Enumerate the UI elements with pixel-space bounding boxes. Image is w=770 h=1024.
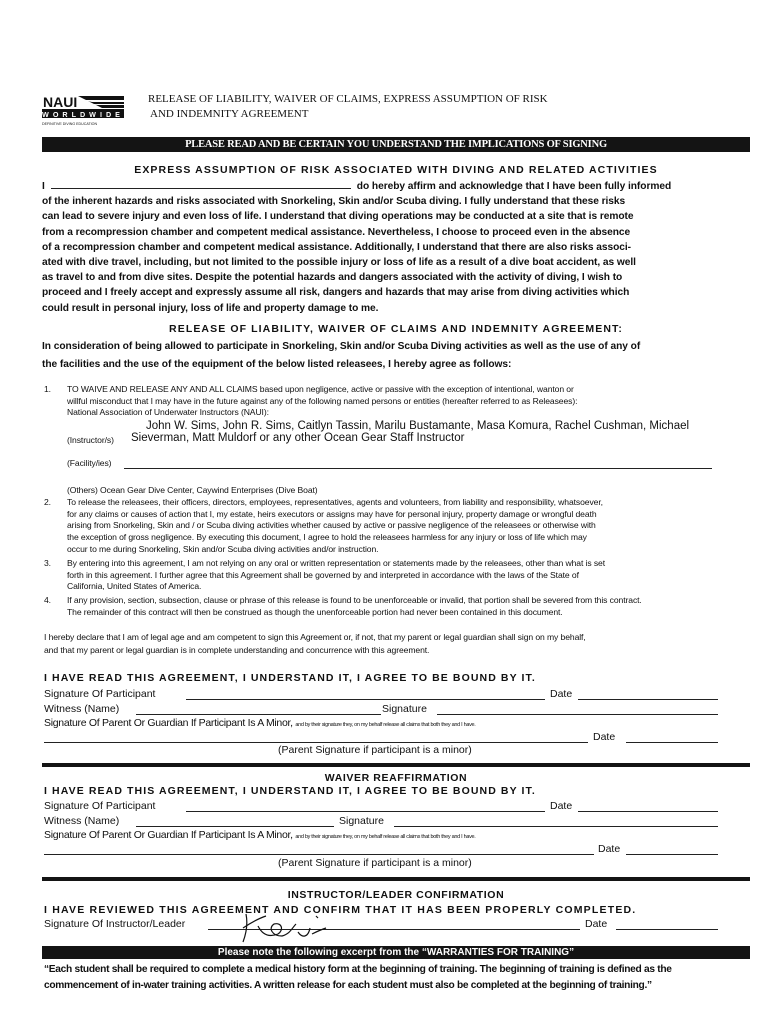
risk-line: could result in personal injury, loss of life and property damage to me. <box>42 302 379 314</box>
reaffirm-participant-label: Signature Of Participant <box>44 800 156 812</box>
clause-4-line: If any provision, section, subsection, clause or phrase of this release is found to be unenforceable or invalid, that portion shall be severed from this contract. <box>67 595 642 605</box>
agreement-heading-2: I HAVE READ THIS AGREEMENT, I UNDERSTAND IT, I AGREE TO BE BOUND BY IT. <box>44 785 536 797</box>
reaffirm-signature-field[interactable] <box>394 815 718 827</box>
release-line-2: the facilities and the use of the equipment of the below listed releasees, I hereby agree as follows: <box>42 358 512 370</box>
legal-age-declaration <box>44 631 756 656</box>
reaffirm-witness-field[interactable] <box>136 815 334 827</box>
parent-signature-label <box>44 717 476 729</box>
facility-field[interactable] <box>124 457 712 469</box>
warranties-line-1: “Each student shall be required to complete a medical history form at the beginning of training. The beginning of training is defined as the <box>44 964 672 975</box>
instructors-line-2: Sieverman, Matt Muldorf or any other Ocean Gear Staff Instructor <box>131 432 465 444</box>
participant-signature-field[interactable] <box>186 688 545 700</box>
parent-label-text: Signature Of Parent Or Guardian If Participant Is A Minor, <box>44 717 293 729</box>
instructor-title: INSTRUCTOR/LEADER CONFIRMATION <box>287 889 505 901</box>
parent-date-field[interactable] <box>626 731 718 743</box>
parent-release-note: and by their signature they, on my behalf release all claims that both they and I have. <box>295 722 476 728</box>
clause-4-number: 4. <box>44 595 51 605</box>
agreement-heading-1: I HAVE READ THIS AGREEMENT, I UNDERSTAND IT, I AGREE TO BE BOUND BY IT. <box>44 672 536 684</box>
reaffirm-parent-date-field[interactable] <box>626 843 718 855</box>
clause-2-number: 2. <box>44 497 51 507</box>
instructor-date-field[interactable] <box>616 918 718 930</box>
reaffirmation-title: WAIVER REAFFIRMATION <box>324 772 468 784</box>
instructor-heading: I HAVE REVIEWED THIS AGREEMENT AND CONFIRM THAT IT HAS BEEN PROPERLY COMPLETED. <box>44 904 637 916</box>
warranties-excerpt <box>44 962 758 994</box>
declaration-line-2: and that my parent or legal guardian is in complete understanding and concurrence with this agreement. <box>44 644 430 655</box>
logo-sub: WORLDWIDE <box>42 110 124 119</box>
reaffirm-parent-field[interactable] <box>44 843 594 855</box>
clause-1-line: National Association of Underwater Instructors (NAUI): <box>67 407 269 418</box>
warranties-line-2: commencement of in-water training activities. A written release for each student must also be completed at the beginning of training.” <box>44 980 652 991</box>
reaffirm-witness-label: Witness (Name) <box>44 815 120 827</box>
release-line-1: In consideration of being allowed to participate in Snorkeling, Skin and/or Scuba Diving activities as well as the use of any of <box>42 341 641 352</box>
logo-tagline: DEFINITIVE DIVING EDUCATION <box>42 122 98 126</box>
instructors-label: (Instructor/s) <box>67 435 114 445</box>
instructors-line-1: John W. Sims, John R. Sims, Caitlyn Tassin, Marilu Bustamante, Masa Komura, Rachel Cushman, Michael <box>146 420 690 432</box>
parent-date-label: Date <box>593 731 616 743</box>
logo-brand: NAUI <box>43 94 78 110</box>
clause-1-number: 1. <box>44 384 51 394</box>
participant-signature-label: Signature Of Participant <box>44 688 156 700</box>
reaffirm-parent-date-label: Date <box>598 843 621 855</box>
clause-3-number: 3. <box>44 558 51 568</box>
reaffirm-parent-text: Signature Of Parent Or Guardian If Participant Is A Minor, <box>44 829 293 841</box>
clause-3-line: forth in this agreement. I further agree that this Agreement shall be governed by and interpreted in accordance with the laws of the State of <box>67 569 579 580</box>
risk-line: proceed and I freely accept and expressly assume all risk, dangers and hazards that may arise from diving activities which <box>42 287 630 299</box>
title-line-1: RELEASE OF LIABILITY, WAIVER OF CLAIMS, EXPRESS ASSUMPTION OF RISK <box>148 93 548 105</box>
clause-2 <box>67 497 757 556</box>
instructor-date-label: Date <box>585 918 608 930</box>
risk-line: as travel to and from dive sites. Despite the potential hazards and dangers associated with the activity of diving, I wish to <box>42 272 623 284</box>
clause-3-line: By entering into this agreement, I am not relying on any oral or written representation or statements made by the releasees, other than what is set <box>67 558 605 568</box>
reaffirm-parent-note: and by their signature they, on my behalf release all claims that both they and I have. <box>295 834 476 840</box>
read-carefully-banner: PLEASE READ AND BE CERTAIN YOU UNDERSTAND THE IMPLICATIONS OF SIGNING <box>42 137 750 152</box>
clause-1-line: willful misconduct that I may have in the future against any of the following named persons or entities (hereafter referred to as Releasees): <box>67 395 578 406</box>
release-heading: RELEASE OF LIABILITY, WAIVER OF CLAIMS AND INDEMNITY AGREEMENT: <box>169 323 623 335</box>
participant-date-field[interactable] <box>578 688 718 700</box>
clause-4-line: The remainder of this contract will then be construed as though the unenforceable portion had never been contained in this document. <box>67 606 563 617</box>
clause-2-line: arising from Snorkeling, Skin and / or Scuba diving activities whether caused by active or passive negligence of the releasees or otherwise with <box>67 520 596 531</box>
facility-label: (Facility/ies) <box>67 458 112 468</box>
section-divider <box>42 877 750 881</box>
risk-start: I <box>42 181 45 192</box>
risk-line: ated with dive travel, including, but not limited to the possible injury or loss of life as a result of a dive boat accident, as well <box>42 257 636 269</box>
date-label: Date <box>550 688 573 700</box>
witness-signature-label: Signature <box>382 703 427 715</box>
reaffirm-parent-label <box>44 829 476 841</box>
instructor-handwritten-signature <box>238 908 330 946</box>
clause-3 <box>67 558 757 593</box>
section-divider <box>42 763 750 767</box>
release-intro <box>42 338 757 373</box>
parent-caption: (Parent Signature if participant is a minor) <box>278 744 472 756</box>
witness-signature-field[interactable] <box>437 703 718 715</box>
declaration-line-1: I hereby declare that I am of legal age and am competent to sign this Agreement or, if not, that my parent or legal guardian shall sign on my behalf, <box>44 632 586 642</box>
clause-2-line: occur to me during Snorkeling, Skin and/or Scuba diving activities and/or instruction. <box>67 543 379 554</box>
risk-line1-tail: do hereby affirm and acknowledge that I have been fully informed <box>356 181 672 192</box>
participant-name-field[interactable] <box>51 178 351 189</box>
risk-line: can lead to severe injury and even loss of life. I understand that diving operations may be conducted at a site that is remote <box>42 211 634 223</box>
clause-2-line: the exception of gross negligence. By executing this document, I agree to hold the releasees harmless for any injury or loss of life which may <box>67 532 587 543</box>
others-line: (Others) Ocean Gear Dive Center, Caywind Enterprises (Dive Boat) <box>67 485 318 495</box>
clause-2-line: To release the releasees, their officers, directors, employees, representatives, agents and volunteers, from liability and responsibility, whatsoever, <box>67 497 603 507</box>
warranties-banner: Please note the following excerpt from the “WARRANTIES FOR TRAINING” <box>42 946 750 959</box>
parent-signature-field[interactable] <box>44 731 588 743</box>
document-title <box>148 92 548 122</box>
reaffirm-signature-label: Signature <box>339 815 384 827</box>
risk-paragraph <box>42 178 752 316</box>
witness-name-label: Witness (Name) <box>44 703 120 715</box>
clause-3-line: California, United States of America. <box>67 581 202 592</box>
reaffirm-date-field[interactable] <box>578 800 718 812</box>
clause-1-line: TO WAIVE AND RELEASE ANY AND ALL CLAIMS based upon negligence, active or passive with the exception of intentional, wanton or <box>67 384 574 394</box>
risk-line: of a recompression chamber and competent medical assistance. Additionally, I understand that there are also risks associ- <box>42 241 631 253</box>
reaffirm-parent-caption: (Parent Signature if participant is a minor) <box>278 857 472 869</box>
clause-4 <box>67 595 759 618</box>
clause-1 <box>67 384 757 419</box>
risk-heading: EXPRESS ASSUMPTION OF RISK ASSOCIATED WITH DIVING AND RELATED ACTIVITIES <box>134 164 658 176</box>
risk-line: of the inherent hazards and risks associated with Snorkeling, Skin and/or Scuba diving. I fully understand that these risks <box>42 196 626 208</box>
reaffirm-date-label: Date <box>550 800 573 812</box>
risk-line: from a recompression chamber and competent medical assistance. Nevertheless, I choose to proceed even in the absence <box>42 226 631 238</box>
clause-2-line: for any claims or causes of action that I, my estate, heirs executors or assigns may have for personal injury, property damage or wrongful death <box>67 508 597 519</box>
witness-name-field[interactable] <box>136 703 381 715</box>
title-line-2: AND INDEMNITY AGREEMENT <box>150 108 309 120</box>
instructor-signature-label: Signature Of Instructor/Leader <box>44 918 186 930</box>
reaffirm-participant-field[interactable] <box>186 800 545 812</box>
